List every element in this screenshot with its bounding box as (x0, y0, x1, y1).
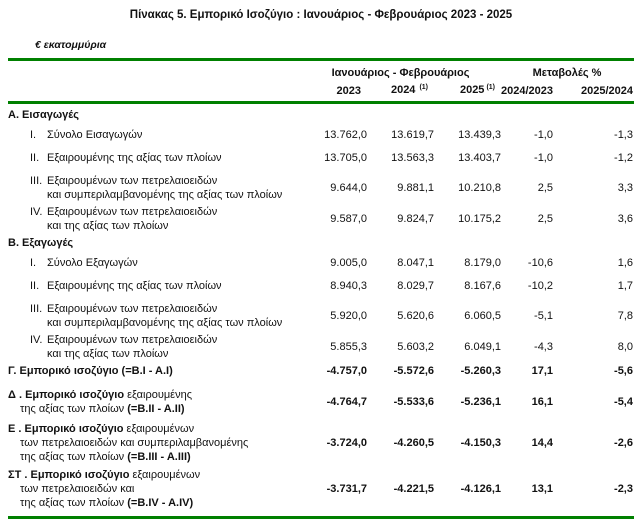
change-2024-2023: -10,2 (527, 280, 553, 292)
change-2024-2023: 2,5 (537, 182, 553, 194)
row-numeral: III. (30, 303, 43, 315)
value-2025: 6.060,5 (464, 310, 501, 322)
row-numeral: IV. (30, 334, 43, 346)
change-2024-2023: 14,4 (531, 437, 553, 449)
summary-label: Δ . Εμπορικό ισοζύγιο εξαιρουμένης της αξίας των πλοίων (=B.II - A.II) (8, 389, 192, 415)
value-2023: -4.764,7 (326, 396, 367, 408)
value-2024: 13.563,3 (391, 152, 434, 164)
change-2024-2023: 16,1 (531, 396, 553, 408)
change-2025-2024: 8,0 (617, 341, 633, 353)
value-2025: 13.439,3 (458, 129, 501, 141)
value-2023: -3.724,0 (326, 437, 367, 449)
row-label: Εξαιρουμένων των πετρελαιοειδών και της αξίας των πλοίων (47, 206, 218, 232)
change-2024-2023: 2,5 (537, 213, 553, 225)
summary-row-excl-ships (8, 388, 634, 416)
value-2024: 5.603,2 (397, 341, 434, 353)
col-header-2025: 2025 $^{(1)}$ (459, 84, 495, 96)
value-2025: 8.167,6 (464, 280, 501, 292)
section-b-header: Β. Εξαγωγές (8, 237, 74, 249)
change-2025-2024: -2,6 (614, 437, 633, 449)
row-label: Σύνολο Εξαγωγών (47, 257, 138, 269)
value-2024: 9.824,7 (397, 213, 434, 225)
unit-label: € εκατομμύρια (35, 39, 107, 51)
row-label: Εξαιρουμένων των πετρελαιοειδών και της αξίας των πλοίων (47, 334, 218, 360)
value-2024: 13.619,7 (391, 129, 434, 141)
value-2023: 13.705,0 (324, 152, 367, 164)
value-2023: 8.940,3 (330, 280, 367, 292)
section-a-header: Α. Εισαγωγές (8, 109, 79, 121)
value-2024: 9.881,1 (397, 182, 434, 194)
summary-row-trade-balance (8, 364, 634, 378)
value-2023: 9.587,0 (330, 213, 367, 225)
value-2025: 6.049,1 (464, 341, 501, 353)
change-2025-2024: 3,3 (617, 182, 633, 194)
value-2025: -4.126,1 (460, 483, 501, 495)
summary-row-excl-oil-excl-ships (8, 468, 634, 510)
summary-label: Γ. Εμπορικό ισοζύγιο (=B.I - A.I) (8, 365, 173, 377)
value-2025: -5.260,3 (460, 365, 501, 377)
value-2025: -5.236,1 (460, 396, 501, 408)
table-body (8, 104, 634, 516)
value-2024: -5.533,6 (393, 396, 434, 408)
change-2024-2023: -4,3 (534, 341, 553, 353)
value-2024: -4.260,5 (393, 437, 434, 449)
change-2025-2024: 7,8 (617, 310, 633, 322)
table-row-b1 (8, 256, 634, 270)
row-numeral: IV. (30, 206, 43, 218)
value-2023: -4.757,0 (326, 365, 367, 377)
change-2025-2024: 3,6 (617, 213, 633, 225)
value-2024: 8.029,7 (397, 280, 434, 292)
table-row-a1 (8, 128, 634, 142)
value-2024: 5.620,6 (397, 310, 434, 322)
table-row-b4 (8, 333, 634, 361)
change-2024-2023: -1,0 (534, 152, 553, 164)
change-2024-2023: 17,1 (531, 365, 553, 377)
row-label: Σύνολο Εισαγωγών (47, 129, 143, 141)
value-2023: 9.005,0 (330, 257, 367, 269)
change-2025-2024: -2,3 (614, 483, 633, 495)
change-2024-2023: -10,6 (527, 257, 553, 269)
change-2025-2024: -1,2 (614, 152, 633, 164)
value-2024: -4.221,5 (393, 483, 434, 495)
value-2023: 5.855,3 (330, 341, 367, 353)
row-label: Εξαιρουμένων των πετρελαιοειδών και συμπεριλαμβανομένης της αξίας των πλοίων (47, 303, 283, 329)
value-2025: 8.179,0 (464, 257, 501, 269)
row-numeral: II. (30, 152, 40, 164)
value-2024: 8.047,1 (397, 257, 434, 269)
change-2025-2024: 1,6 (617, 257, 633, 269)
table-title: Πίνακας 5. Εμπορικό Ισοζύγιο : Ιανουάριος - Φεβρουάριος 2023 - 2025 (129, 9, 513, 21)
table-row-a3 (8, 174, 634, 202)
table-row-a2 (8, 151, 634, 165)
change-2024-2023: -1,0 (534, 129, 553, 141)
changes-group-header: Μεταβολές % (532, 67, 602, 79)
row-numeral: II. (30, 280, 40, 292)
col-header-2025-2024: 2025/2024 (581, 85, 633, 97)
change-2025-2024: -5,4 (614, 396, 633, 408)
row-label: Εξαιρουμένων των πετρελαιοειδών και συμπεριλαμβανομένης της αξίας των πλοίων (47, 175, 283, 201)
table-row-a4 (8, 205, 634, 233)
change-2025-2024: 1,7 (617, 280, 633, 292)
summary-label: ΣΤ . Εμπορικό ισοζύγιο εξαιρουμένων των πετρελαιοειδών και της αξίας των πλοίων (=B.IV - A.IV) (8, 469, 201, 509)
table-row-b2 (8, 279, 634, 293)
period-group-header: Ιανουάριος - Φεβρουάριος (331, 67, 470, 79)
trade-balance-table (8, 58, 634, 519)
table-row-b3 (8, 302, 634, 330)
row-label: Εξαιρουμένης της αξίας των πλοίων (47, 280, 222, 292)
value-2025: 13.403,7 (458, 152, 501, 164)
col-header-2024: 2024 $^{(1)}$ (390, 84, 428, 96)
change-2024-2023: -5,1 (534, 310, 553, 322)
row-numeral: I. (30, 129, 37, 141)
value-2024: -5.572,6 (393, 365, 434, 377)
summary-row-excl-oil-incl-ships (8, 422, 634, 464)
value-2025: -4.150,3 (460, 437, 501, 449)
value-2023: 5.920,0 (330, 310, 367, 322)
value-2023: 9.644,0 (330, 182, 367, 194)
change-2025-2024: -5,6 (614, 365, 633, 377)
change-2025-2024: -1,3 (614, 129, 633, 141)
value-2025: 10.210,8 (458, 182, 501, 194)
value-2023: 13.762,0 (324, 129, 367, 141)
row-numeral: I. (30, 257, 37, 269)
change-2024-2023: 13,1 (531, 483, 553, 495)
col-header-2023: 2023 (336, 85, 361, 97)
value-2023: -3.731,7 (326, 483, 367, 495)
row-numeral: III. (30, 175, 43, 187)
summary-label: Ε . Εμπορικό ισοζύγιο εξαιρουμένων των πετρελαιοειδών και συμπεριλαμβανομένης της αξίας των πλοίων (=B.III - A.III) (8, 423, 249, 463)
value-2025: 10.175,2 (458, 213, 501, 225)
table-header (8, 61, 634, 101)
bottom-rule (8, 516, 634, 519)
row-label: Εξαιρουμένης της αξίας των πλοίων (47, 152, 222, 164)
col-header-2024-2023: 2024/2023 (501, 85, 553, 97)
